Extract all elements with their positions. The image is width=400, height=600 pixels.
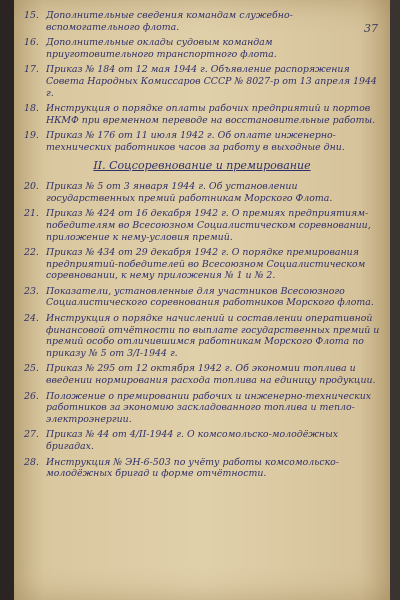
item-number: 25.: [24, 363, 39, 375]
list-item: [24, 247, 380, 282]
item-text: Приказ № 184 от 12 мая 1944 г. Объявление распоряжения Совета Народных Комиссаров СССР № 8027-р от 13 апреля 1944 г.: [46, 64, 377, 99]
item-number: 19.: [24, 130, 39, 142]
item-text: Приказ № 176 от 11 июля 1942 г. Об оплате инженерно-технических работников часов за работу в выходные дни.: [46, 130, 345, 153]
list-item: [24, 286, 380, 309]
item-number: 24.: [24, 313, 39, 325]
section-heading: II. Соцсоревнование и премирование: [93, 158, 311, 172]
item-number: 27.: [24, 429, 39, 441]
item-number: 17.: [24, 64, 39, 76]
list-item: [24, 64, 380, 99]
item-number: 18.: [24, 103, 39, 115]
list-item: [24, 457, 380, 480]
list-item: [24, 363, 380, 386]
item-text: Приказ № 295 от 12 октября 1942 г. Об экономии топлива и введении нормирования расхода топлива на единицу продукции.: [46, 363, 376, 387]
item-number: 20.: [24, 181, 39, 193]
list-item: [24, 208, 380, 243]
item-number: 28.: [24, 456, 39, 468]
list-item: [24, 313, 380, 359]
binding-edge: [0, 0, 14, 600]
item-text: Приказ № 434 от 29 декабря 1942 г. О порядке премирования предприятий-победителей во Всесоюзном Социалистическом соревновании, к нему приложения № 1 и № 2.: [46, 247, 366, 282]
item-text: Положение о премировании рабочих и инженерно-технических работников за экономию заскладованного топлива и тепло-электроэнергии.: [46, 390, 372, 425]
item-number: 15.: [24, 10, 39, 21]
page-number: 37: [364, 22, 378, 35]
list-item: [24, 181, 380, 204]
list-item: [24, 391, 380, 426]
item-text: Приказ № 44 от 4/II-1944 г. О комсомольско-молодёжных бригадах.: [46, 429, 339, 452]
item-text: Инструкция о порядке оплаты рабочих предприятий и портов НКМФ при временном переводе на восстановительные работы.: [46, 103, 376, 126]
list-item: [24, 103, 380, 126]
list-item: [24, 10, 380, 33]
item-text: Показатели, установленные для участников Всесоюзного Социалистического соревнования работников Морского флота.: [46, 285, 374, 309]
item-text: Дополнительные сведения командам служебно-вспомогательного флота.: [46, 10, 293, 33]
document-page: [14, 0, 390, 600]
item-text: Инструкция о порядке начислений и составлении оперативной финансовой отчётности по выплате государственных премий и премий особо отличившимся работникам Морского Флота по приказу № 5 от 3/I-1944 г.: [46, 313, 380, 359]
item-number: 21.: [24, 208, 39, 220]
list-item: [24, 130, 380, 153]
item-text: Инструкция № ЭН-6-503 по учёту работы комсомольско-молодёжных бригад и форме отчётности.: [46, 456, 339, 480]
item-number: 26.: [24, 390, 39, 402]
item-number: 23.: [24, 285, 39, 297]
item-text: Приказ № 424 от 16 декабря 1942 г. О премиях предприятиям-победителям во Всесоюзном Социалистическом соревновании, приложение к нему-условия премий.: [46, 208, 371, 243]
item-text: Дополнительные оклады судовым командам приуготовительного транспортного флота.: [46, 37, 277, 60]
item-text: Приказ № 5 от 3 января 1944 г. Об установлении государственных премий работникам Морского Флота.: [46, 181, 333, 204]
item-number: 22.: [24, 247, 39, 259]
list-item: [24, 429, 380, 452]
item-number: 16.: [24, 37, 39, 49]
list-item: [24, 37, 380, 60]
manuscript-list: [24, 10, 380, 484]
